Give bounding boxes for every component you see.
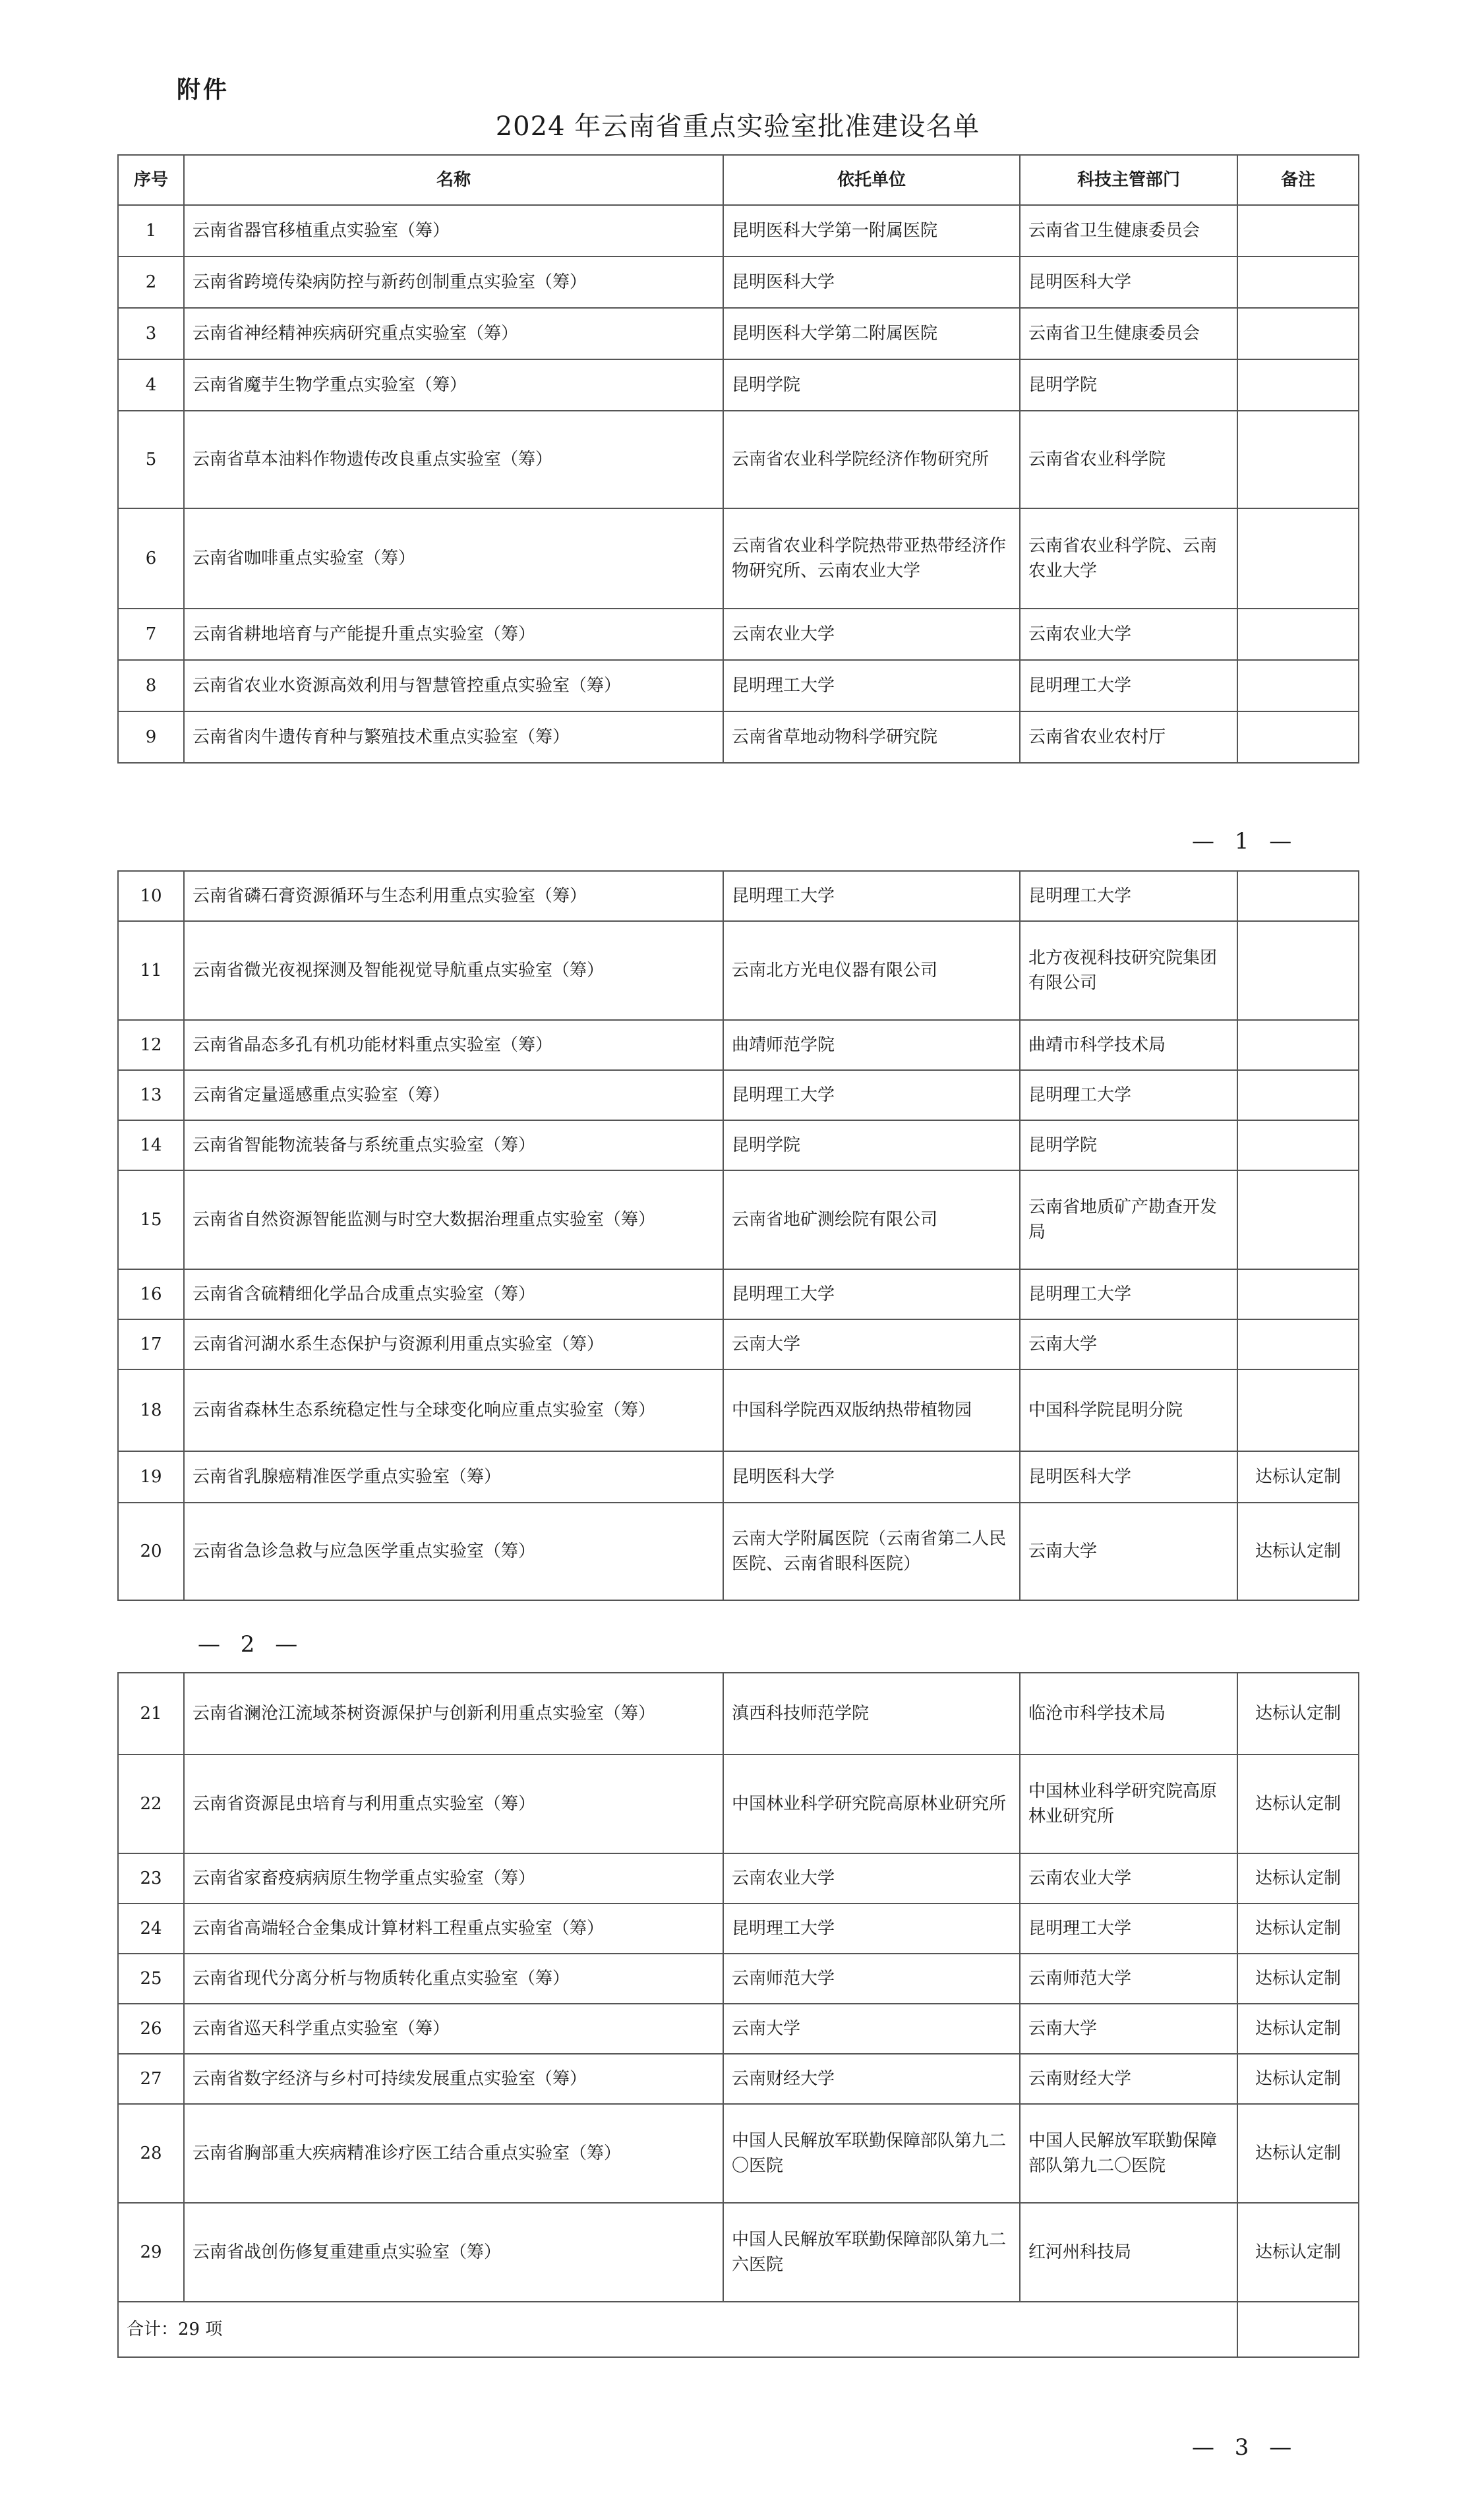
- cell-seq: 11: [118, 921, 184, 1020]
- cell-lab-name: 云南省家畜疫病病原生物学重点实验室（筹）: [184, 1853, 723, 1904]
- cell-lab-name: 云南省神经精神疾病研究重点实验室（筹）: [184, 308, 723, 359]
- cell-supervising-dept: 昆明医科大学: [1020, 1451, 1237, 1503]
- cell-lab-name: 云南省现代分离分析与物质转化重点实验室（筹）: [184, 1954, 723, 2004]
- cell-host-unit: 云南省农业科学院经济作物研究所: [723, 411, 1020, 508]
- cell-seq: 8: [118, 660, 184, 711]
- cell-note: [1237, 256, 1359, 308]
- cell-seq: 24: [118, 1904, 184, 1954]
- cell-seq: 14: [118, 1120, 184, 1170]
- table-row: [118, 2004, 1359, 2054]
- table-row: [118, 508, 1359, 609]
- cell-note: [1237, 1319, 1359, 1369]
- cell-note: 达标认定制: [1237, 1853, 1359, 1904]
- cell-lab-name: 云南省耕地培育与产能提升重点实验室（筹）: [184, 609, 723, 660]
- cell-supervising-dept: 中国林业科学研究院高原林业研究所: [1020, 1755, 1237, 1853]
- cell-host-unit: 云南师范大学: [723, 1954, 1020, 2004]
- cell-note: 达标认定制: [1237, 1904, 1359, 1954]
- cell-lab-name: 云南省草本油料作物遗传改良重点实验室（筹）: [184, 411, 723, 508]
- cell-lab-name: 云南省巡天科学重点实验室（筹）: [184, 2004, 723, 2054]
- cell-seq: 12: [118, 1020, 184, 1070]
- cell-seq: 25: [118, 1954, 184, 2004]
- cell-seq: 4: [118, 359, 184, 411]
- cell-host-unit: 昆明理工大学: [723, 871, 1020, 921]
- cell-lab-name: 云南省胸部重大疾病精准诊疗医工结合重点实验室（筹）: [184, 2104, 723, 2203]
- cell-seq: 2: [118, 256, 184, 308]
- page-number: — 1 —: [1192, 828, 1299, 855]
- cell-host-unit: 云南大学附属医院（云南省第二人民医院、云南省眼科医院）: [723, 1503, 1020, 1600]
- cell-lab-name: 云南省战创伤修复重建重点实验室（筹）: [184, 2203, 723, 2302]
- cell-supervising-dept: 中国科学院昆明分院: [1020, 1369, 1237, 1451]
- cell-supervising-dept: 云南省卫生健康委员会: [1020, 205, 1237, 256]
- cell-seq: 6: [118, 508, 184, 609]
- cell-note: 达标认定制: [1237, 1503, 1359, 1600]
- table-row: [118, 1170, 1359, 1269]
- cell-host-unit: 中国人民解放军联勤保障部队第九二〇医院: [723, 2104, 1020, 2203]
- header-seq: 序号: [118, 155, 184, 205]
- cell-seq: 9: [118, 711, 184, 763]
- cell-host-unit: 昆明学院: [723, 1120, 1020, 1170]
- table-row: [118, 2203, 1359, 2302]
- table-row: [118, 2104, 1359, 2203]
- table-row: [118, 711, 1359, 763]
- header-host-unit: 依托单位: [723, 155, 1020, 205]
- cell-supervising-dept: 云南农业大学: [1020, 1853, 1237, 1904]
- cell-lab-name: 云南省微光夜视探测及智能视觉导航重点实验室（筹）: [184, 921, 723, 1020]
- cell-host-unit: 云南农业大学: [723, 1853, 1020, 1904]
- cell-note: [1237, 711, 1359, 763]
- cell-lab-name: 云南省跨境传染病防控与新药创制重点实验室（筹）: [184, 256, 723, 308]
- attachment-label: 附件: [177, 76, 230, 104]
- table-row: [118, 1369, 1359, 1451]
- table-row: [118, 1673, 1359, 1755]
- table-row: [118, 1954, 1359, 2004]
- cell-seq: 17: [118, 1319, 184, 1369]
- cell-note: [1237, 1070, 1359, 1120]
- cell-supervising-dept: 昆明理工大学: [1020, 1269, 1237, 1319]
- cell-host-unit: 中国林业科学研究院高原林业研究所: [723, 1755, 1020, 1853]
- table-row: [118, 256, 1359, 308]
- cell-supervising-dept: 红河州科技局: [1020, 2203, 1237, 2302]
- cell-seq: 27: [118, 2054, 184, 2104]
- page-number: — 3 —: [1192, 2434, 1299, 2461]
- cell-seq: 3: [118, 308, 184, 359]
- cell-supervising-dept: 云南财经大学: [1020, 2054, 1237, 2104]
- cell-note: 达标认定制: [1237, 1755, 1359, 1853]
- table-row: [118, 1070, 1359, 1120]
- cell-supervising-dept: 云南省农业科学院: [1020, 411, 1237, 508]
- table-row: [118, 308, 1359, 359]
- cell-supervising-dept: 云南农业大学: [1020, 609, 1237, 660]
- cell-host-unit: 昆明医科大学: [723, 256, 1020, 308]
- cell-lab-name: 云南省咖啡重点实验室（筹）: [184, 508, 723, 609]
- cell-supervising-dept: 北方夜视科技研究院集团有限公司: [1020, 921, 1237, 1020]
- table-row: [118, 205, 1359, 256]
- cell-note: [1237, 205, 1359, 256]
- cell-lab-name: 云南省器官移植重点实验室（筹）: [184, 205, 723, 256]
- cell-host-unit: 昆明医科大学第一附属医院: [723, 205, 1020, 256]
- cell-seq: 29: [118, 2203, 184, 2302]
- cell-supervising-dept: 云南大学: [1020, 2004, 1237, 2054]
- cell-note: 达标认定制: [1237, 2203, 1359, 2302]
- cell-lab-name: 云南省肉牛遗传育种与繁殖技术重点实验室（筹）: [184, 711, 723, 763]
- cell-note: [1237, 1369, 1359, 1451]
- cell-lab-name: 云南省资源昆虫培育与利用重点实验室（筹）: [184, 1755, 723, 1853]
- header-supervising-dept: 科技主管部门: [1020, 155, 1237, 205]
- cell-host-unit: 滇西科技师范学院: [723, 1673, 1020, 1755]
- cell-host-unit: 云南大学: [723, 2004, 1020, 2054]
- cell-host-unit: 云南省农业科学院热带亚热带经济作物研究所、云南农业大学: [723, 508, 1020, 609]
- lab-table-page-1: [117, 154, 1359, 764]
- cell-seq: 28: [118, 2104, 184, 2203]
- cell-host-unit: 曲靖师范学院: [723, 1020, 1020, 1070]
- cell-note: 达标认定制: [1237, 2004, 1359, 2054]
- cell-host-unit: 昆明理工大学: [723, 660, 1020, 711]
- cell-seq: 22: [118, 1755, 184, 1853]
- lab-table-page-3: [117, 1672, 1359, 2358]
- table-row: [118, 1020, 1359, 1070]
- cell-host-unit: 云南财经大学: [723, 2054, 1020, 2104]
- table-row: [118, 1319, 1359, 1369]
- cell-lab-name: 云南省数字经济与乡村可持续发展重点实验室（筹）: [184, 2054, 723, 2104]
- table-row: [118, 2054, 1359, 2104]
- cell-supervising-dept: 云南省农业农村厅: [1020, 711, 1237, 763]
- cell-supervising-dept: 云南省卫生健康委员会: [1020, 308, 1237, 359]
- cell-supervising-dept: 昆明理工大学: [1020, 871, 1237, 921]
- table-row: [118, 1120, 1359, 1170]
- cell-host-unit: 云南省草地动物科学研究院: [723, 711, 1020, 763]
- cell-host-unit: 昆明理工大学: [723, 1070, 1020, 1120]
- cell-supervising-dept: 昆明医科大学: [1020, 256, 1237, 308]
- cell-lab-name: 云南省农业水资源高效利用与智慧管控重点实验室（筹）: [184, 660, 723, 711]
- cell-supervising-dept: 中国人民解放军联勤保障部队第九二〇医院: [1020, 2104, 1237, 2203]
- cell-supervising-dept: 昆明理工大学: [1020, 1070, 1237, 1120]
- cell-supervising-dept: 云南大学: [1020, 1319, 1237, 1369]
- document-title: 2024 年云南省重点实验室批准建设名单: [495, 111, 980, 142]
- cell-supervising-dept: 昆明理工大学: [1020, 1904, 1237, 1954]
- cell-seq: 10: [118, 871, 184, 921]
- cell-note: [1237, 1120, 1359, 1170]
- cell-supervising-dept: 曲靖市科学技术局: [1020, 1020, 1237, 1070]
- cell-note: [1237, 359, 1359, 411]
- cell-lab-name: 云南省含硫精细化学品合成重点实验室（筹）: [184, 1269, 723, 1319]
- cell-note: [1237, 609, 1359, 660]
- cell-lab-name: 云南省高端轻合金集成计算材料工程重点实验室（筹）: [184, 1904, 723, 1954]
- cell-note: 达标认定制: [1237, 2104, 1359, 2203]
- lab-table-page-2: [117, 870, 1359, 1601]
- cell-lab-name: 云南省魔芋生物学重点实验室（筹）: [184, 359, 723, 411]
- cell-lab-name: 云南省澜沧江流域茶树资源保护与创新利用重点实验室（筹）: [184, 1673, 723, 1755]
- cell-supervising-dept: 昆明理工大学: [1020, 660, 1237, 711]
- cell-note: [1237, 1170, 1359, 1269]
- cell-note: [1237, 308, 1359, 359]
- cell-seq: 26: [118, 2004, 184, 2054]
- cell-lab-name: 云南省森林生态系统稳定性与全球变化响应重点实验室（筹）: [184, 1369, 723, 1451]
- cell-lab-name: 云南省乳腺癌精准医学重点实验室（筹）: [184, 1451, 723, 1503]
- cell-seq: 19: [118, 1451, 184, 1503]
- table-row: [118, 1451, 1359, 1503]
- cell-host-unit: 昆明医科大学第二附属医院: [723, 308, 1020, 359]
- cell-lab-name: 云南省河湖水系生态保护与资源利用重点实验室（筹）: [184, 1319, 723, 1369]
- cell-host-unit: 中国科学院西双版纳热带植物园: [723, 1369, 1020, 1451]
- total-count: 合计：29 项: [118, 2302, 1237, 2357]
- cell-seq: 20: [118, 1503, 184, 1600]
- table-row: [118, 871, 1359, 921]
- cell-note: [1237, 411, 1359, 508]
- table-row: [118, 1269, 1359, 1319]
- table-row: [118, 609, 1359, 660]
- cell-seq: 18: [118, 1369, 184, 1451]
- cell-note: [1237, 2302, 1359, 2357]
- table-header-row: [118, 155, 1359, 205]
- cell-note: 达标认定制: [1237, 2054, 1359, 2104]
- cell-note: [1237, 871, 1359, 921]
- cell-note: [1237, 508, 1359, 609]
- cell-lab-name: 云南省急诊急救与应急医学重点实验室（筹）: [184, 1503, 723, 1600]
- page-number: — 2 —: [198, 1631, 305, 1658]
- cell-lab-name: 云南省自然资源智能监测与时空大数据治理重点实验室（筹）: [184, 1170, 723, 1269]
- cell-supervising-dept: 临沧市科学技术局: [1020, 1673, 1237, 1755]
- cell-note: 达标认定制: [1237, 1954, 1359, 2004]
- cell-supervising-dept: 昆明学院: [1020, 1120, 1237, 1170]
- cell-seq: 15: [118, 1170, 184, 1269]
- cell-seq: 21: [118, 1673, 184, 1755]
- cell-seq: 7: [118, 609, 184, 660]
- cell-lab-name: 云南省晶态多孔有机功能材料重点实验室（筹）: [184, 1020, 723, 1070]
- cell-note: 达标认定制: [1237, 1451, 1359, 1503]
- cell-note: [1237, 1020, 1359, 1070]
- table-row: [118, 1755, 1359, 1853]
- table-row: [118, 1853, 1359, 1904]
- cell-host-unit: 昆明学院: [723, 359, 1020, 411]
- header-note: 备注: [1237, 155, 1359, 205]
- cell-note: 达标认定制: [1237, 1673, 1359, 1755]
- table-row: [118, 660, 1359, 711]
- cell-seq: 1: [118, 205, 184, 256]
- table-row: [118, 1904, 1359, 1954]
- cell-supervising-dept: 云南大学: [1020, 1503, 1237, 1600]
- cell-lab-name: 云南省磷石膏资源循环与生态利用重点实验室（筹）: [184, 871, 723, 921]
- cell-supervising-dept: 云南省农业科学院、云南农业大学: [1020, 508, 1237, 609]
- cell-host-unit: 昆明医科大学: [723, 1451, 1020, 1503]
- cell-seq: 23: [118, 1853, 184, 1904]
- table-total-row: [118, 2302, 1359, 2357]
- cell-lab-name: 云南省智能物流装备与系统重点实验室（筹）: [184, 1120, 723, 1170]
- table-row: [118, 359, 1359, 411]
- cell-supervising-dept: 云南省地质矿产勘查开发局: [1020, 1170, 1237, 1269]
- cell-host-unit: 云南农业大学: [723, 609, 1020, 660]
- cell-host-unit: 中国人民解放军联勤保障部队第九二六医院: [723, 2203, 1020, 2302]
- cell-note: [1237, 921, 1359, 1020]
- cell-seq: 16: [118, 1269, 184, 1319]
- cell-host-unit: 昆明理工大学: [723, 1269, 1020, 1319]
- cell-host-unit: 昆明理工大学: [723, 1904, 1020, 1954]
- cell-host-unit: 云南省地矿测绘院有限公司: [723, 1170, 1020, 1269]
- cell-supervising-dept: 云南师范大学: [1020, 1954, 1237, 2004]
- cell-seq: 13: [118, 1070, 184, 1120]
- table-row: [118, 1503, 1359, 1600]
- cell-host-unit: 云南大学: [723, 1319, 1020, 1369]
- cell-seq: 5: [118, 411, 184, 508]
- table-row: [118, 411, 1359, 508]
- cell-supervising-dept: 昆明学院: [1020, 359, 1237, 411]
- cell-note: [1237, 660, 1359, 711]
- cell-lab-name: 云南省定量遥感重点实验室（筹）: [184, 1070, 723, 1120]
- cell-note: [1237, 1269, 1359, 1319]
- header-name: 名称: [184, 155, 723, 205]
- table-row: [118, 921, 1359, 1020]
- cell-host-unit: 云南北方光电仪器有限公司: [723, 921, 1020, 1020]
